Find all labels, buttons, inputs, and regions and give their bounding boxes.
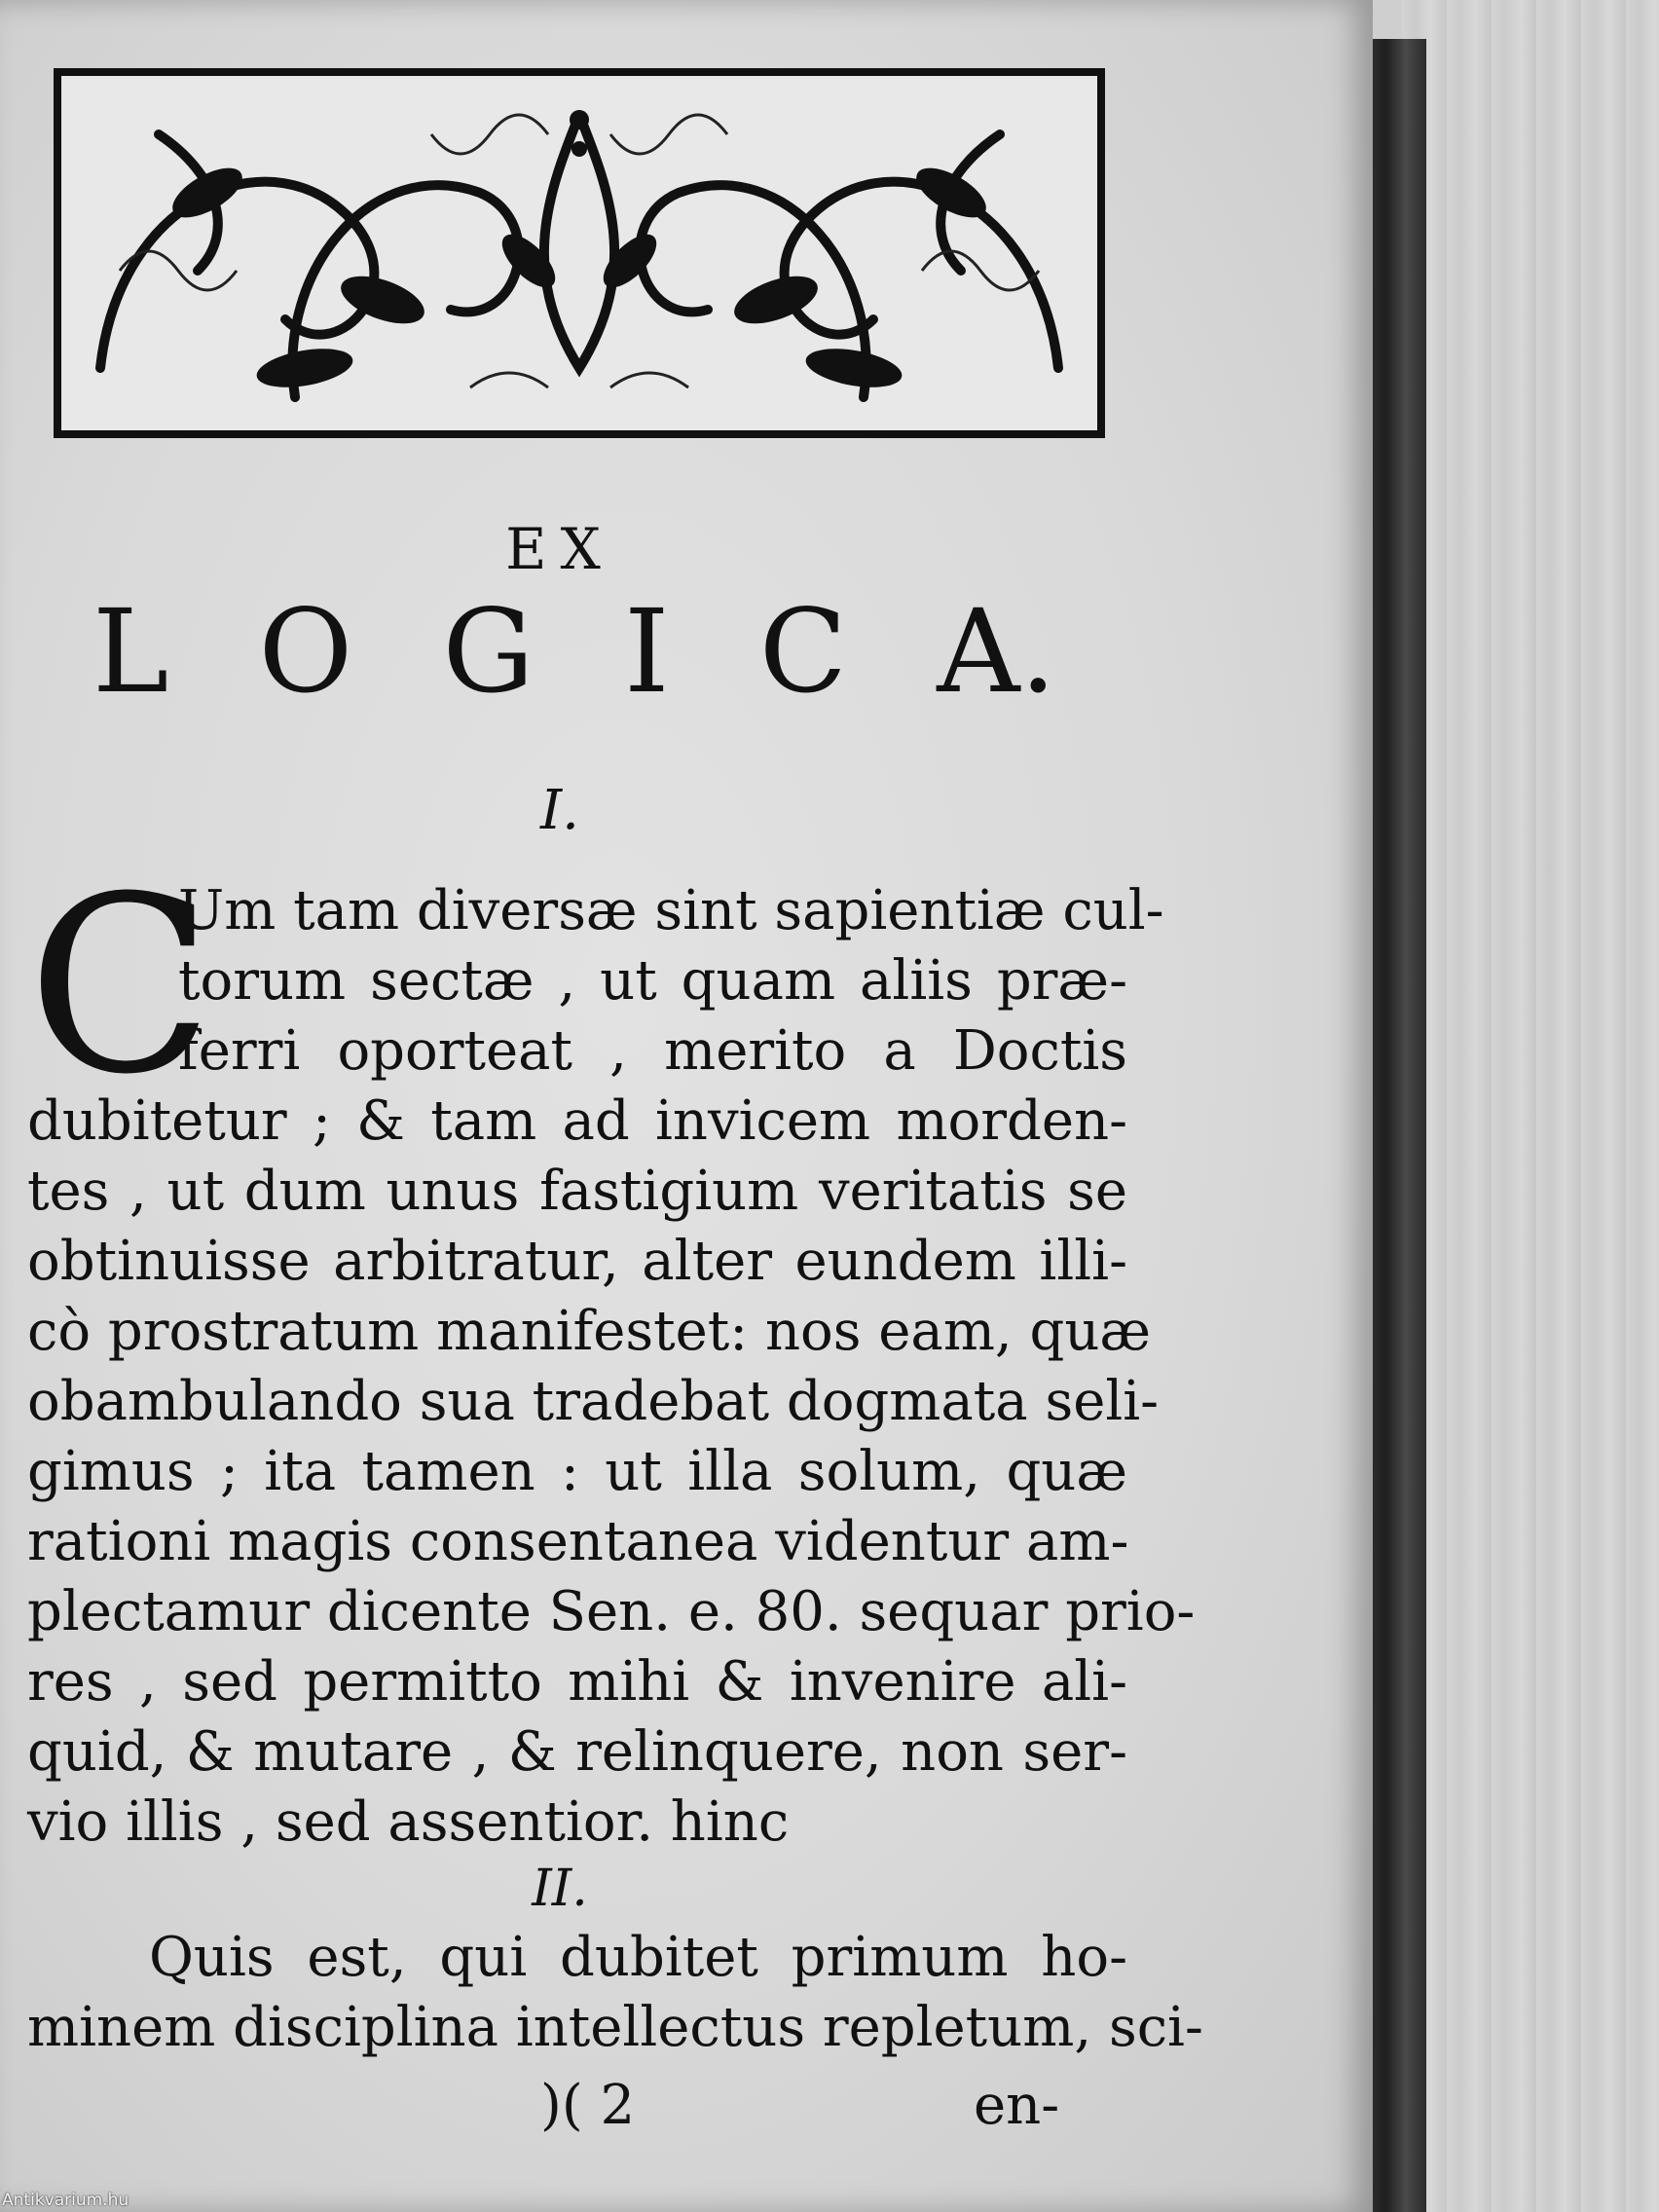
heading-ex: EX <box>505 516 614 582</box>
text-line: quid, & mutare , & relinquere, non ser- <box>27 1720 1127 1784</box>
page-footer <box>0 2074 1120 2152</box>
text-line: ferri oporteat , merito a Doctis <box>178 1019 1127 1083</box>
heading-letter: I <box>623 584 670 719</box>
heading-letter: G <box>442 584 535 719</box>
drop-cap: C <box>27 844 214 1127</box>
text-line: obambulando sua tradebat dogmata seli- <box>27 1370 1160 1433</box>
background-surface <box>1402 0 1659 2212</box>
section-numeral-1: I. <box>540 779 579 842</box>
text-line: vio illis , sed assentior. hinc <box>27 1790 790 1854</box>
watermark: Antikvarium.hu <box>2 2191 129 2210</box>
signature-mark: )( 2 <box>540 2074 636 2137</box>
text-line: cò prostratum manifestet: nos eam, quæ <box>27 1300 1152 1363</box>
catchword: en- <box>974 2074 1060 2137</box>
heading-letter: L <box>92 584 169 719</box>
paragraph-2 <box>27 1923 1203 2063</box>
text-line: rationi magis consentanea videntur am- <box>27 1510 1129 1573</box>
text-line: res , sed permitto mihi & invenire ali- <box>27 1650 1127 1714</box>
text-line: tes , ut dum unus fastigium veritatis se <box>27 1160 1127 1223</box>
section-numeral-2: II. <box>532 1860 588 1918</box>
heading-letter: O <box>258 584 353 719</box>
ornamental-headpiece <box>54 68 1105 438</box>
text-line: torum sectæ , ut quam aliis præ- <box>178 949 1127 1013</box>
heading-letter: A. <box>937 584 1056 719</box>
paragraph-1 <box>27 844 1196 1858</box>
text-line: gimus ; ita tamen : ut illa solum, quæ <box>27 1440 1127 1503</box>
heading-letter: C <box>758 584 848 719</box>
text-line: dubitetur ; & tam ad invicem morden- <box>27 1089 1127 1153</box>
text-line: plectamur dicente Sen. e. 80. sequar prio- <box>27 1580 1196 1643</box>
foliage-ornament-icon <box>61 76 1097 430</box>
text-line: obtinuisse arbitratur, alter eundem illi- <box>27 1230 1127 1293</box>
heading-logica <box>92 584 1056 719</box>
text-line: minem disciplina intellectus repletum, sci- <box>27 1996 1203 2059</box>
text-line: Quis est, qui dubitet primum ho- <box>149 1926 1127 1989</box>
text-line: Um tam diversæ sint sapientiæ cul- <box>178 879 1164 942</box>
